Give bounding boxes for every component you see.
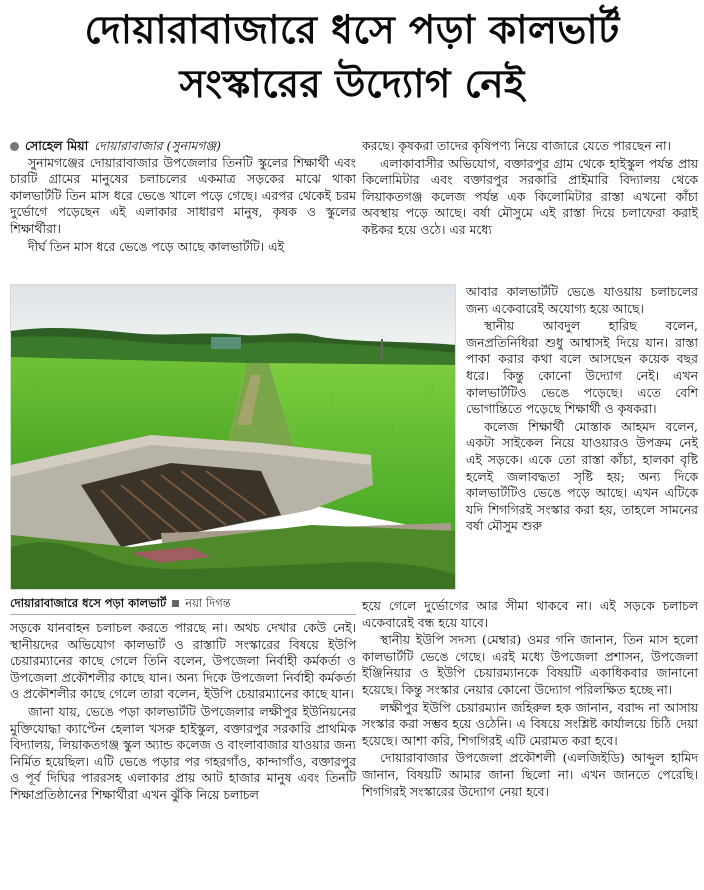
paragraph: দোয়ারাবাজার উপজেলা প্রকৌশলী (এলজিইডি) আব্দুল হামিদ জানান, বিষয়টি আমার জানা ছিলো না। এখন জানতে পেরেছি। শিগগিরই সংস্কারের উদ্যোগ নেয়া হবে। — [362, 750, 698, 799]
byline-author: সোহেল মিয়া — [25, 138, 89, 153]
bullet-icon — [10, 142, 19, 151]
paragraph: এলাকাবাসীর অভিযোগ, বক্তারপুর গ্রাম থেকে হাইস্কুল পর্যন্ত প্রায় কিলোমিটার এবং বক্তারপুর সরকারি প্রাইমারি বিদ্যালয় থেকে লিয়াকতগঞ্জ কলেজ পর্যন্ত এক কিলোমিটার রাস্তা এখনো কাঁচা অবস্থায় পড়ে আছে। বর্ষা মৌসুমে এই রাস্তা দিয়ে চলাফেরা করাই কষ্টকর হয়ে ওঠে। এর মধ্যে — [362, 155, 698, 237]
square-bullet-icon — [172, 600, 179, 607]
paragraph: আবার কালভার্টটি ভেঙে যাওয়ায় চলাচলের জন্য একেবারেই অযোগ্য হয়ে আছে। — [466, 284, 698, 316]
paragraph: কলেজ শিক্ষার্থী মোস্তাক আহমদ বলেন, একটা সাইকেল নিয়ে যাওয়ারও উপক্রম নেই এই সড়কে। একে তো রাস্তা কাঁচা, হালকা বৃষ্টি হলেই জলাবদ্ধতা সৃষ্টি হয়; অন্য দিকে কালভার্টটিও ভেঙে পড়ে আছে। এখন এটিকে যদি শিগগিরই সংস্কার করা হয়, তাহলে সামনের বর্ষা মৌসুম শুরু — [466, 418, 698, 534]
caption-divider — [10, 614, 356, 615]
article-column-left-bottom — [10, 620, 356, 805]
paragraph: সড়কে যানবাহন চলাচল করতে পারছে না। অথচ দেখার কেউ নেই। স্থানীয়দের অভিযোগ কালভার্ট ও রাস্তাটি সংস্কারের বিষয়ে ইউপি চেয়ারম্যানের কাছে গেলে তিনি বলেন, উপজেলা নির্বাহী কর্মকর্তা ও উপজেলা প্রকৌশলীর কাছে যান। অন্য দিকে উপজেলা নির্বাহী কর্মকর্তা ও প্রকৌশলীর কাছে গেলে তারা বলেন, ইউপি চেয়ারম্যানের কাছে যান। — [10, 620, 356, 702]
article-column-right-bottom — [362, 598, 698, 801]
paragraph: জানা যায়, ভেঙে পড়া কালভার্টটি উপজেলার লক্ষীপুর ইউনিয়নের মুক্তিযোদ্ধা ক্যাপ্টেন হেলাল খসরু হাইস্কুল, বক্তারপুর সরকারি প্রাথমিক বিদ্যালয়, লিয়াকতগঞ্জ স্কুল অ্যান্ড কলেজ ও বাংলাবাজার যাওয়ার জন্য নির্মিত হয়েছিল। এটি ভেঙে পড়ার পর গহরগাঁও, কান্দাগাঁও, বক্তারপুর ও পূর্ব দিঘির পাররসহ এলাকার প্রায় আট হাজার মানুষ এবং তিনটি শিক্ষাপ্রতিষ্ঠানের শিক্ষার্থীরা এখন ঝুঁকি নিয়ে চলাচল — [10, 703, 356, 802]
article-column-right-top — [362, 138, 698, 240]
headline-line-2: সংস্কারের উদ্যোগ নেই — [179, 62, 525, 107]
paragraph: দীর্ঘ তিন মাস ধরে ভেঙে পড়ে আছে কালভার্টটি। এই — [28, 238, 285, 254]
photo-caption — [10, 595, 356, 611]
byline — [10, 138, 356, 155]
article-column-left-top — [10, 138, 356, 256]
headline — [0, 4, 704, 112]
paragraph: সুনামগঞ্জের দোয়ারাবাজার উপজেলার তিনটি স্কুলের শিক্ষার্থী এবং চারটি গ্রামের মানুষের চলাচলের একমাত্র সড়কের মাঝে থাকা কালভার্টটি তিন মাস ধরে ভেঙে খালে পড়ে গেছে। এরপর থেকেই চরম দুর্ভোগে পড়েছেন এই এলাকার সাধারণ মানুষ, কৃষক ও স্কুলের শিক্ষার্থীরা। — [10, 154, 356, 236]
culvert-photo — [10, 284, 456, 590]
byline-place: দোয়ারাবাজার (সুনামগঞ্জ) — [94, 138, 221, 153]
paragraph: হয়ে গেলে দুর্ভোগের আর সীমা থাকবে না। এই সড়কে চলাচল একেবারেই বন্ধ হয়ে যাবে। — [362, 598, 698, 630]
paragraph: লক্ষীপুর ইউপি চেয়ারম্যান জহিরুল হক জানান, বরাদ্দ না আসায় সংস্কার করা সম্ভব হয়ে ওঠেনি। এ বিষয়ে সংশ্লিষ্ট কার্যালয়ে চিঠি দেয়া হয়েছে। আশা করি, শিগগিরই এটি মেরামত করা হবে। — [362, 699, 698, 748]
caption-title: দোয়ারাবাজারে ধসে পড়া কালভার্ট — [10, 596, 167, 610]
paragraph: স্থানীয় আবদুল হারিছ বলেন, জনপ্রতিনিধিরা শুধু আশ্বাসই দিয়ে যান। রাস্তা পাকা করার কথা বলে আসছেন কয়েক বছর ধরে। কিন্তু কোনো উদ্যোগ নেই। এখন কালভার্টটিও ভেঙে পড়েছে। এতে বেশি ভোগান্তিতে পড়েছে শিক্ষার্থী ও কৃষকরা। — [466, 318, 698, 417]
caption-credit: নয়া দিগন্ত — [185, 596, 231, 610]
headline-line-1: দোয়ারাবাজারে ধসে পড়া কালভার্ট — [84, 8, 620, 53]
paragraph: স্থানীয় ইউপি সদস্য (মেম্বার) ওমর গনি জানান, তিন মাস হলো কালভার্টটি ভেঙে গেছে। এরই মধ্যে উপজেলা প্রশাসন, উপজেলা ইঞ্জিনিয়ার ও ইউপি চেয়ারম্যানকে বিষয়টি একাধিকবার জানানো হয়েছে। কিন্তু সংস্কার নেয়ার কোনো উদ্যোগ পরিলক্ষিত হচ্ছে না। — [362, 632, 698, 697]
article-column-right-wrap — [466, 284, 698, 536]
paragraph: করছে। কৃষকরা তাদের কৃষিপণ্য নিয়ে বাজারে যেতে পারছেন না। — [362, 138, 671, 153]
